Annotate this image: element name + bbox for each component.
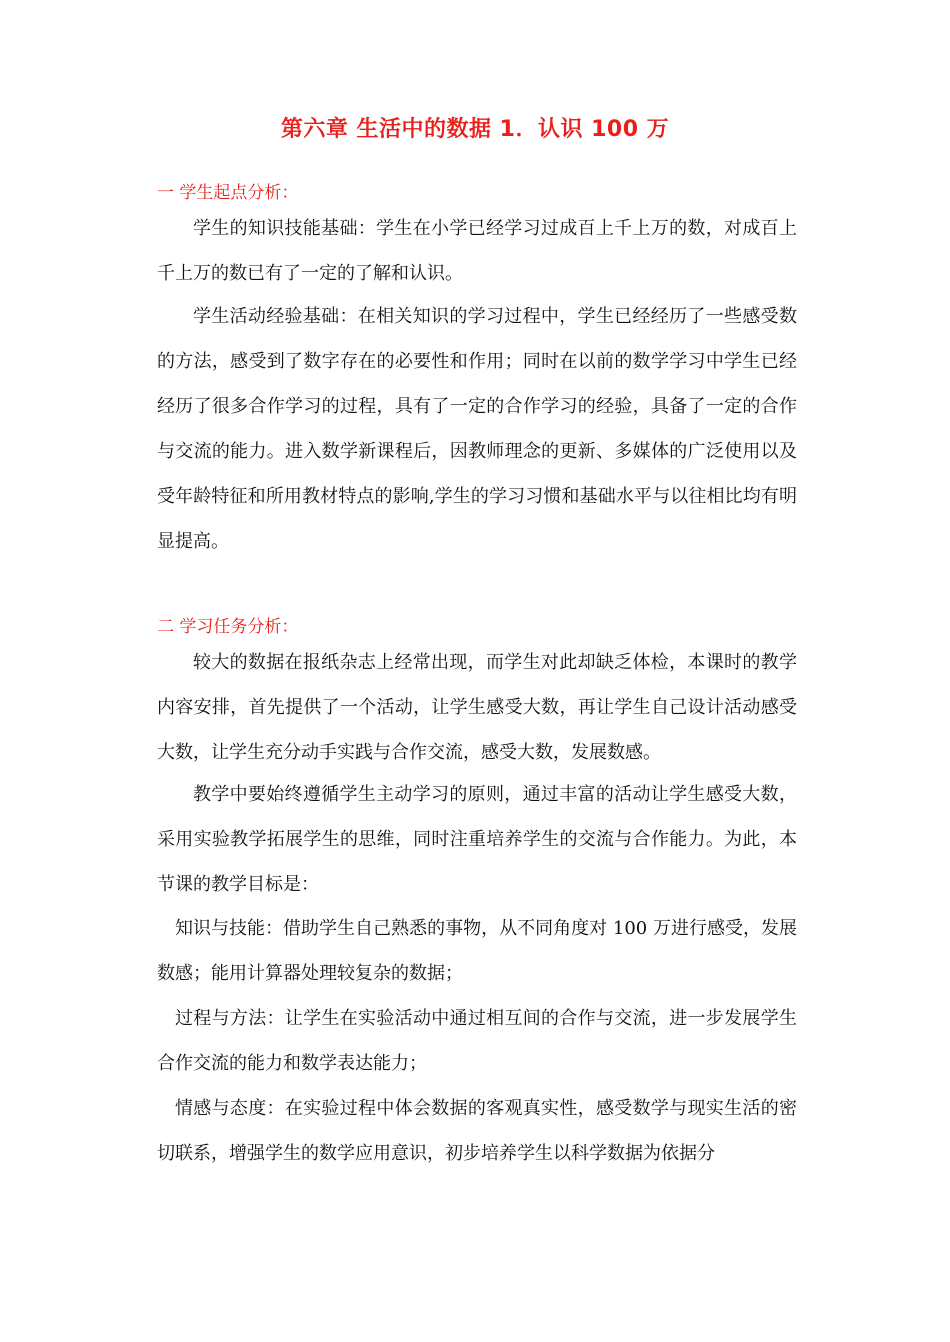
section-heading-student-analysis: 一 学生起点分析： <box>157 183 299 203</box>
paragraph-large-numbers: 较大的数据在报纸杂志上经常出现，而学生对此却缺乏体检，本课时的教学内容安排，首先提供了一个活动，让学生感受大数，再让学生自己设计活动感受大数，让学生充分动手实践与合作交流，感受大数，发展数感。 <box>157 652 797 763</box>
paragraph-knowledge-base: 学生的知识技能基础：学生在小学已经学习过成百上千上万的数，对成百上千上万的数已有了一定的了解和认识。 <box>157 218 797 284</box>
paragraph-teaching-principle: 教学中要始终遵循学生主动学习的原则，通过丰富的活动让学生感受大数，采用实验教学拓展学生的思维，同时注重培养学生的交流与合作能力。为此，本节课的教学目标是： <box>157 784 797 895</box>
paragraph-goal-emotion-attitude: 情感与态度：在实验过程中体会数据的客观真实性，感受数学与现实生活的密切联系，增强学生的数学应用意识，初步培养学生以科学数据为依据分 <box>157 1098 797 1164</box>
document-title: 第六章 生活中的数据 1．认识 100 万 <box>280 117 670 142</box>
paragraph-goal-process-method: 过程与方法：让学生在实验活动中通过相互间的合作与交流，进一步发展学生合作交流的能力和数学表达能力； <box>157 1008 797 1074</box>
paragraph-activity-experience: 学生活动经验基础：在相关知识的学习过程中，学生已经经历了一些感受数的方法，感受到了数字存在的必要性和作用；同时在以前的数学学习中学生已经经历了很多合作学习的过程，具有了一定的合作学习的经验，具备了一定的合作与交流的能力。进入数学新课程后，因教师理念的更新、多媒体的广泛使用以及受年龄特征和所用教材特点的影响,学生的学习习惯和基础水平与以往相比均有明显提高。 <box>157 306 797 552</box>
paragraph-goal-knowledge-skills: 知识与技能：借助学生自己熟悉的事物，从不同角度对 100 万进行感受，发展数感；能用计算器处理较复杂的数据； <box>157 918 797 984</box>
section-heading-task-analysis: 二 学习任务分析： <box>157 617 299 637</box>
